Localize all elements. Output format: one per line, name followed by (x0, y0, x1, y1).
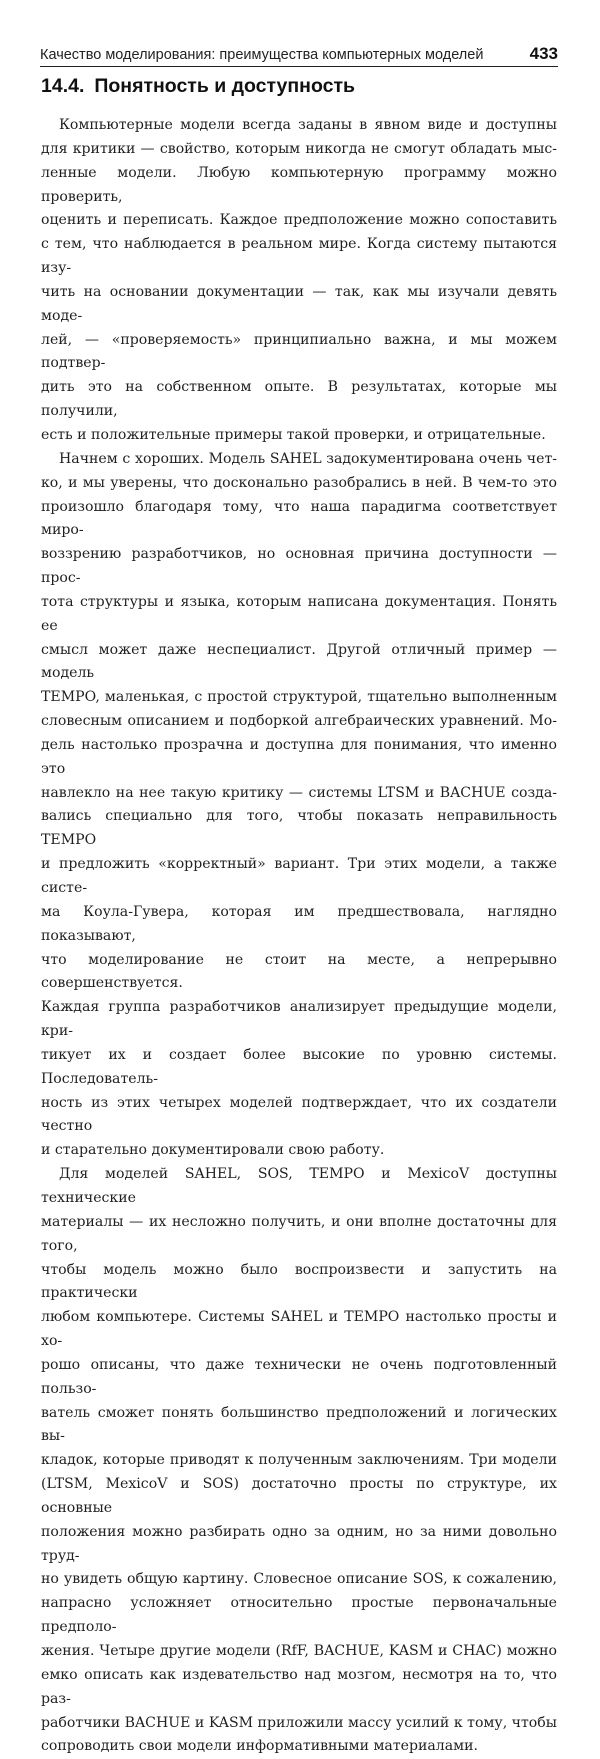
text-line: сопроводить свои модели информативными материалами. (41, 1738, 478, 1755)
text-line: ватель сможет понять большинство предположений и логических вы- (41, 1404, 557, 1445)
text-line: рошо описаны, что даже технически не очень подготовленный пользо- (41, 1356, 557, 1397)
text-line: положения можно разбирать одно за одним, но за ними довольно труд- (41, 1523, 557, 1564)
text-line: дель настолько прозрачна и доступна для понимания, что именно это (41, 736, 557, 777)
text-line: тота структуры и языка, которым написана документация. Понять ее (41, 593, 557, 634)
text-line: чить на основании документации — так, как мы изучали девять моде- (41, 283, 557, 324)
text-line: но увидеть общую картину. Словесное описание SOS, к сожалению, (41, 1571, 557, 1588)
page-number: 433 (529, 44, 558, 63)
text-line: жения. Четыре другие модели (RfF, BACHUE, KASM и CHAC) можно (41, 1643, 557, 1659)
text-line: материалы — их несложно получить, и они вполне достаточны для того, (41, 1213, 557, 1254)
text-line: дить это на собственном опыте. В результатах, которые мы получили, (41, 379, 557, 420)
paragraph-3 (41, 1163, 557, 1759)
section-title-text: Понятность и доступность (94, 75, 355, 97)
text-line: воззрению разработчиков, но основная причина доступности — прос- (41, 546, 557, 587)
text-line: работчики BACHUE и KASM приложили массу усилий к тому, чтобы (41, 1714, 557, 1731)
text-line: ко, и мы уверены, что досконально разобрались в ней. В чем-то это (41, 474, 557, 491)
text-line: с тем, что наблюдается в реальном мире. Когда систему пытаются изу- (41, 236, 557, 277)
text-line: чтобы модель можно было воспроизвести и запустить на практически (41, 1261, 557, 1302)
text-line: для критики — свойство, которым никогда не смогут обладать мыс- (41, 140, 557, 157)
paragraph-1 (41, 114, 557, 448)
text-line: словесным описанием и подборкой алгебраических уравнений. Мо- (41, 713, 557, 730)
text-line: TEMPO, маленькая, с простой структурой, тщательно выполненным (41, 689, 557, 706)
text-line: емко описать как издевательство над мозгом, несмотря на то, что раз- (41, 1666, 557, 1707)
page-header (40, 44, 558, 67)
text-line: кладок, которые приводят к полученным заключениям. Три модели (41, 1452, 557, 1469)
text-line: Компьютерные модели всегда заданы в явном виде и доступны (59, 117, 557, 133)
text-line: ность из этих четырех моделей подтверждает, что их создатели честно (41, 1094, 557, 1135)
body-text (41, 114, 557, 1759)
section-title (41, 75, 355, 98)
running-head: Качество моделирования: преимущества компьютерных моделей (40, 47, 484, 63)
text-line: лей, — «проверяемость» принципиально важна, и мы можем подтвер- (41, 331, 557, 372)
text-line: навлекло на нее такую критику — системы LTSM и BACHUE созда- (41, 784, 557, 801)
text-line: (LTSM, MexicoV и SOS) достаточно просты по структуре, их основные (41, 1476, 557, 1516)
text-line: Каждая группа разработчиков анализирует предыдущие модели, кри- (41, 999, 557, 1040)
text-line: вались специально для того, чтобы показать неправильность TEMPO (41, 808, 557, 849)
text-line: есть и положительные примеры такой проверки, и отрицательные. (41, 426, 546, 443)
text-line: и предложить «корректный» вариант. Три этих модели, а также систе- (41, 856, 557, 896)
text-line: любом компьютере. Системы SAHEL и TEMPO настолько просты и хо- (41, 1309, 557, 1350)
text-line: ленные модели. Любую компьютерную программу можно проверить, (41, 164, 557, 205)
text-line: и старательно документировали свою работу. (41, 1142, 385, 1159)
text-line: ма Коула-Гувера, которая им предшествовала, наглядно показывают, (41, 903, 557, 944)
section-number: 14.4. (41, 75, 85, 97)
paragraph-2 (41, 448, 557, 1163)
text-line: напрасно усложняет относительно простые первоначальные предполо- (41, 1595, 557, 1636)
text-line: оценить и переписать. Каждое предположение можно сопоставить (41, 212, 557, 229)
text-line: произошло благодаря тому, что наша парадигма соответствует миро- (41, 498, 557, 539)
text-line: Для моделей SAHEL, SOS, TEMPO и MexicoV доступны технические (41, 1166, 557, 1206)
text-line: смысл может даже неспециалист. Другой отличный пример — модель (41, 641, 557, 682)
text-line: Начнем с хороших. Модель SAHEL задокументирована очень чет- (59, 450, 557, 467)
text-line: тикует их и создает более высокие по уровню системы. Последователь- (41, 1046, 557, 1087)
text-line: что моделирование не стоит на месте, а непрерывно совершенствуется. (41, 951, 557, 992)
